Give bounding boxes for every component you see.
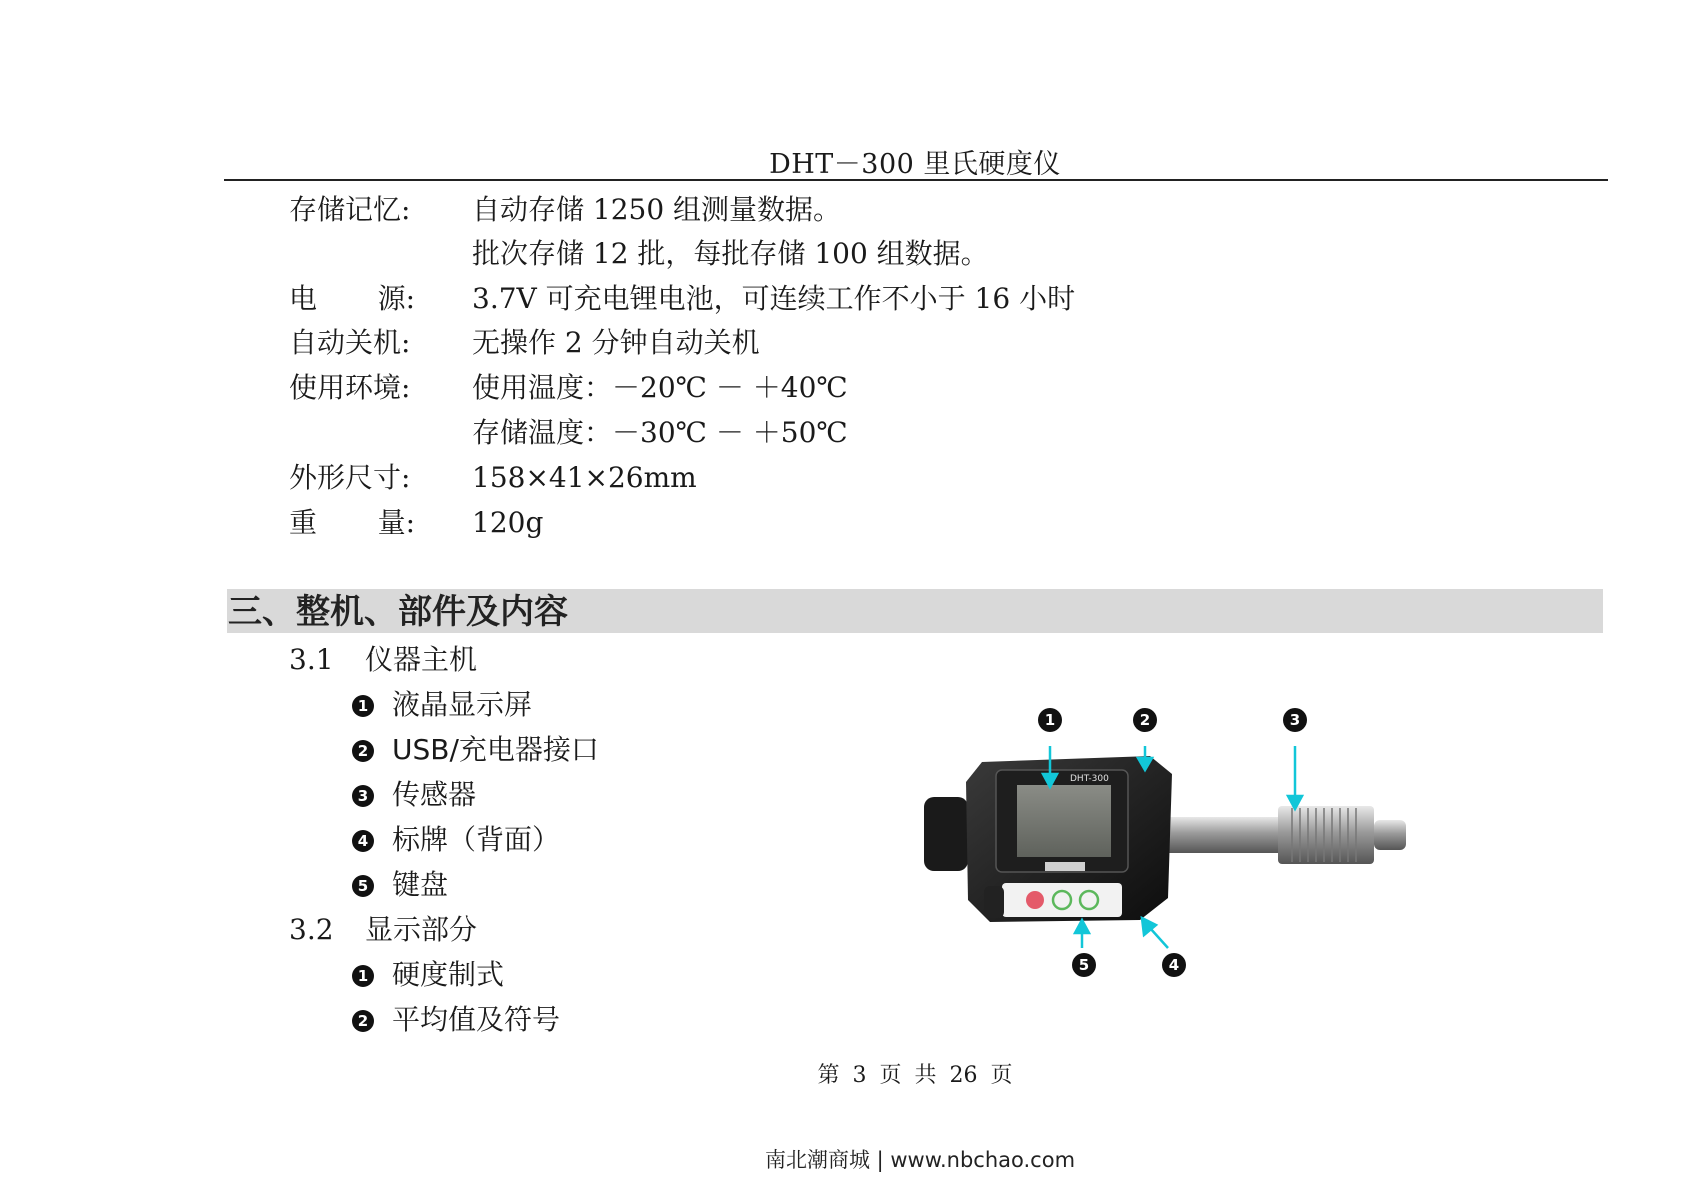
list-item-text: 键盘 bbox=[392, 868, 449, 901]
spec-label-char: 量: bbox=[377, 506, 415, 539]
device-figure bbox=[900, 690, 1460, 990]
list-item bbox=[352, 865, 448, 905]
spec-label-char: 电 bbox=[289, 282, 318, 315]
sub-number: 3.1 bbox=[289, 643, 334, 676]
spec-value: 120g bbox=[472, 506, 544, 539]
spec-label bbox=[289, 503, 439, 543]
callout-2-icon: 2 bbox=[1133, 708, 1157, 732]
spec-value: 无操作 2 分钟自动关机 bbox=[472, 326, 760, 359]
bullet-badge: 4 bbox=[352, 830, 374, 852]
spec-label: 使用环境: bbox=[289, 371, 411, 404]
bullet-badge: 1 bbox=[352, 965, 374, 987]
bullet-badge: 2 bbox=[352, 740, 374, 762]
page-number: 第 3 页 共 26 页 bbox=[817, 1063, 1013, 1088]
bullet-badge: 5 bbox=[352, 875, 374, 897]
list-item bbox=[352, 820, 560, 860]
end-cap bbox=[924, 797, 968, 871]
hardness-tester-illustration bbox=[900, 690, 1460, 990]
sub-title: 仪器主机 bbox=[365, 643, 478, 676]
watermark-link[interactable]: 南北潮商城 | www.nbchao.com bbox=[764, 1148, 1076, 1172]
bullet-badge: 1 bbox=[352, 695, 374, 717]
spec-value: 3.7V 可充电锂电池，可连续工作不小于 16 小时 bbox=[472, 282, 1076, 315]
spec-value: 自动存储 1250 组测量数据。 bbox=[472, 193, 842, 226]
spec-value: 批次存储 12 批，每批存储 100 组数据。 bbox=[472, 237, 989, 270]
lcd-screen bbox=[1017, 785, 1111, 857]
spec-label bbox=[289, 279, 439, 319]
keypad bbox=[1002, 883, 1122, 917]
spec-value: 存储温度：－30℃ － ＋50℃ bbox=[472, 416, 848, 449]
spec-label-char: 重 bbox=[289, 506, 318, 539]
header-title: DHT－300 里氏硬度仪 bbox=[769, 149, 1061, 180]
spec-label: 自动关机: bbox=[289, 326, 411, 359]
list-item bbox=[352, 1000, 560, 1040]
list-item-text: 液晶显示屏 bbox=[392, 688, 533, 721]
side-strap bbox=[984, 886, 1004, 918]
list-item-text: 传感器 bbox=[392, 778, 477, 811]
callout-3-icon: 3 bbox=[1283, 708, 1307, 732]
list-item-text: 平均值及符号 bbox=[392, 1003, 561, 1036]
list-item-text: USB/充电器接口 bbox=[392, 733, 599, 766]
bullet-badge: 2 bbox=[352, 1010, 374, 1032]
probe-tip bbox=[1374, 820, 1406, 850]
sub-heading-main-unit bbox=[289, 640, 477, 680]
list-item bbox=[352, 685, 532, 725]
section-title: 三、整机、部件及内容 bbox=[228, 592, 568, 632]
spec-value: 使用温度：－20℃ － ＋40℃ bbox=[472, 371, 848, 404]
spec-label-char: 源: bbox=[377, 282, 415, 315]
sub-number: 3.2 bbox=[289, 913, 334, 946]
list-item-text: 硬度制式 bbox=[392, 958, 505, 991]
list-item-text: 标牌（背面） bbox=[392, 823, 561, 856]
sub-title: 显示部分 bbox=[365, 913, 478, 946]
header-rule bbox=[224, 179, 1608, 181]
power-key-icon bbox=[1026, 891, 1044, 909]
list-item bbox=[352, 730, 599, 770]
brand-logo bbox=[1045, 862, 1085, 871]
callout-1-icon: 1 bbox=[1038, 708, 1062, 732]
list-item bbox=[352, 955, 504, 995]
device-model-label: DHT-300 bbox=[1070, 774, 1109, 784]
callout-4-icon: 4 bbox=[1162, 953, 1186, 977]
list-item bbox=[352, 775, 476, 815]
spec-label: 外形尺寸: bbox=[289, 461, 411, 494]
sub-heading-display bbox=[289, 910, 477, 950]
spec-value: 158×41×26mm bbox=[472, 461, 697, 494]
spec-label: 存储记忆: bbox=[289, 193, 411, 226]
callout-5-icon: 5 bbox=[1072, 953, 1096, 977]
bullet-badge: 3 bbox=[352, 785, 374, 807]
